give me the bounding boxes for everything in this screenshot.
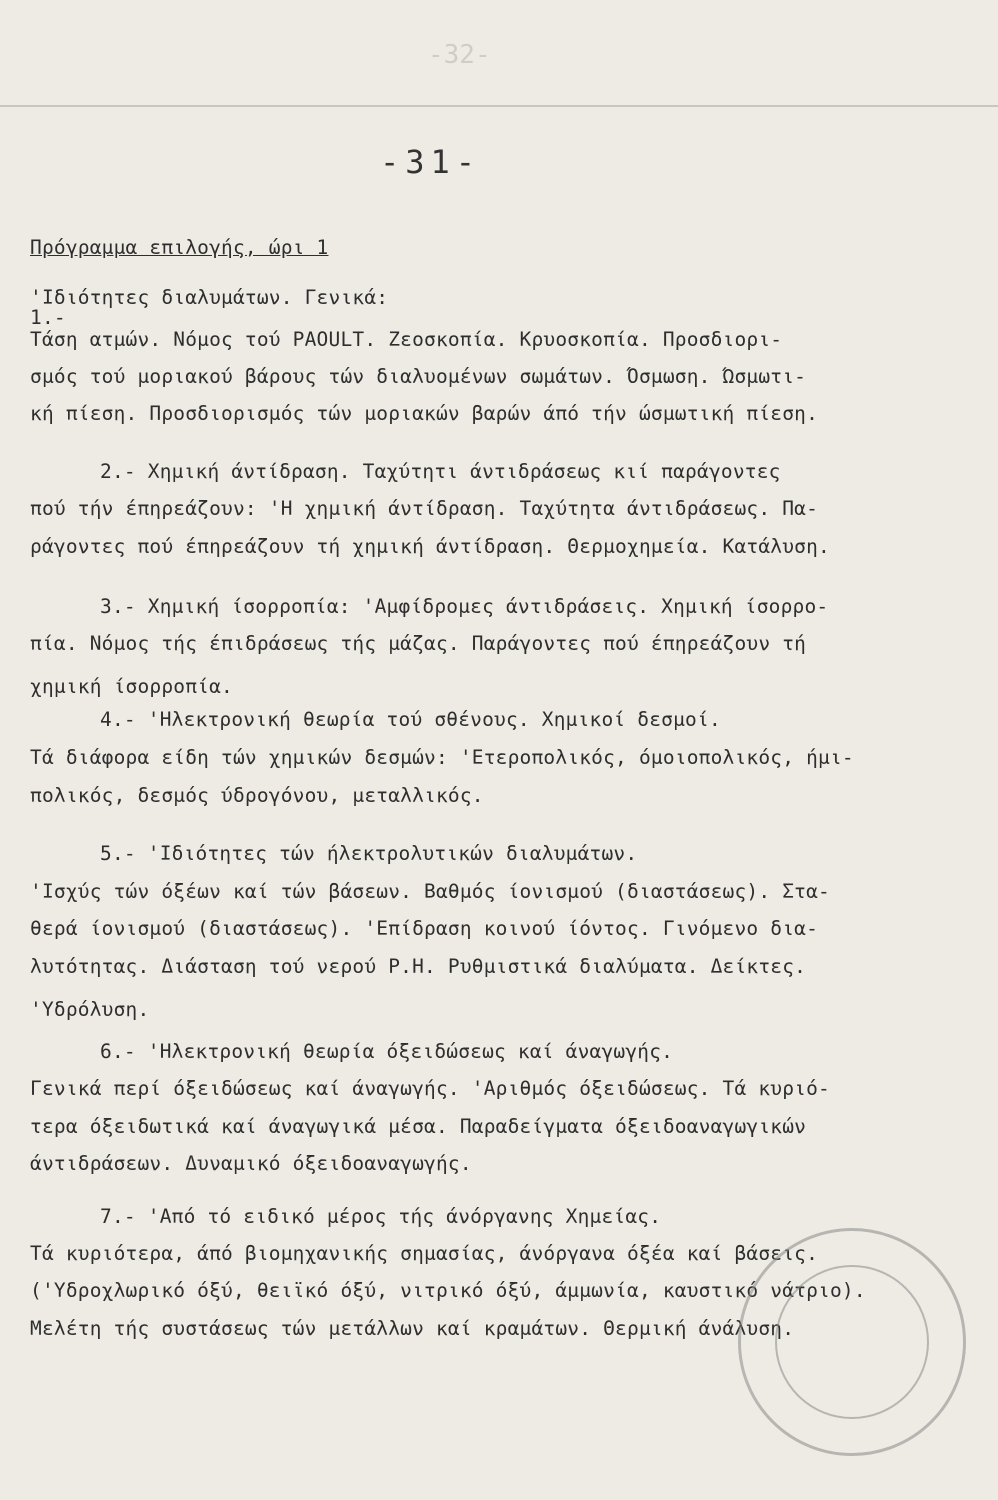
text-line: Γενικά περί όξειδώσεως καί άναγωγής. 'Αριθμός όξειδώσεως. Τά κυριό-	[30, 1077, 830, 1100]
section-heading: Πρόγραμμα επιλογής, ώρι 1	[30, 236, 329, 259]
text-line: σμός τού μοριακού βάρους τών διαλυομένων σωμάτων. Όσμωση. Ώσμωτι-	[30, 365, 807, 388]
text-line: 4.- 'Ηλεκτρονική θεωρία τού σθένους. Χημικοί δεσμοί.	[100, 708, 721, 731]
text-line: 'Υδρόλυση.	[30, 998, 150, 1021]
official-seal-stamp	[738, 1228, 966, 1456]
text-line: πολικός, δεσμός ύδρογόνου, μεταλλικός.	[30, 784, 484, 807]
text-line: 6.- 'Ηλεκτρονική θεωρία όξειδώσεως καί άναγωγής.	[100, 1040, 674, 1063]
text-line: κή πίεση. Προσδιορισμός τών μοριακών βαρών άπό τήν ώσμωτική πίεση.	[30, 402, 819, 425]
bleed-through-page-number: -32-	[428, 40, 491, 70]
text-line: 3.- Χημική ίσορροπία: 'Αμφίδρομες άντιδράσεις. Χημική ίσορρο-	[100, 595, 829, 618]
text-line: Μελέτη τής συστάσεως τών μετάλλων καί κραμάτων. Θερμική άνάλυση.	[30, 1317, 795, 1340]
text-line: χημική ίσορροπία.	[30, 675, 233, 698]
text-line: 5.- 'Ιδιότητες τών ήλεκτρολυτικών διαλυμάτων.	[100, 842, 638, 865]
text-line: άντιδράσεων. Δυναμικό όξειδοαναγωγής.	[30, 1152, 472, 1175]
page-edge-line	[0, 105, 998, 107]
text-line: 'Ιδιότητες διαλυμάτων. Γενικά:	[30, 286, 389, 309]
text-line: πού τήν έπηρεάζουν: 'Η χημική άντίδραση. Ταχύτητα άντιδράσεως. Πα-	[30, 497, 819, 520]
text-line: τερα όξειδωτικά καί άναγωγικά μέσα. Παραδείγματα όξειδοαναγωγικών	[30, 1115, 807, 1138]
text-line: 2.- Χημική άντίδραση. Ταχύτητι άντιδράσεως κιί παράγοντες	[100, 460, 781, 483]
text-line: πία. Νόμος τής έπιδράσεως τής μάζας. Παράγοντες πού έπηρεάζουν τή	[30, 632, 807, 655]
text-line: Τάση ατμών. Νόμος τού ΡΑΟULT. Ζεοσκοπία. Κρυοσκοπία. Προσδιορι-	[30, 328, 783, 351]
text-line: 'Ισχύς τών όξέων καί τών βάσεων. Βαθμός ίονισμού (διαστάσεως). Στα-	[30, 880, 830, 903]
text-line: Τά διάφορα είδη τών χημικών δεσμών: 'Ετεροπολικός, όμοιοπολικός, ήμι-	[30, 746, 854, 769]
text-line: 7.- 'Από τό ειδικό μέρος τής άνόργανης Χημείας.	[100, 1205, 662, 1228]
text-line: ράγοντες πού έπηρεάζουν τή χημική άντίδραση. Θερμοχημεία. Κατάλυση.	[30, 535, 830, 558]
seal-inner-ring	[775, 1265, 929, 1419]
text-line: Τά κυριότερα, άπό βιομηχανικής σημασίας, άνόργανα όξέα καί βάσεις.	[30, 1242, 819, 1265]
page-number: -31-	[380, 143, 482, 181]
text-line: 1.-	[30, 306, 66, 329]
text-line: θερά ίονισμού (διαστάσεως). 'Επίδραση κοινού ίόντος. Γινόμενο δια-	[30, 917, 819, 940]
text-line: λυτότητας. Διάσταση τού νερού Ρ.Η. Ρυθμιστικά διαλύματα. Δείκτες.	[30, 955, 807, 978]
text-line: ('Υδροχλωρικό όξύ, θειϊκό όξύ, νιτρικό όξύ, άμμωνία, καυστικό νάτριο).	[30, 1279, 866, 1302]
